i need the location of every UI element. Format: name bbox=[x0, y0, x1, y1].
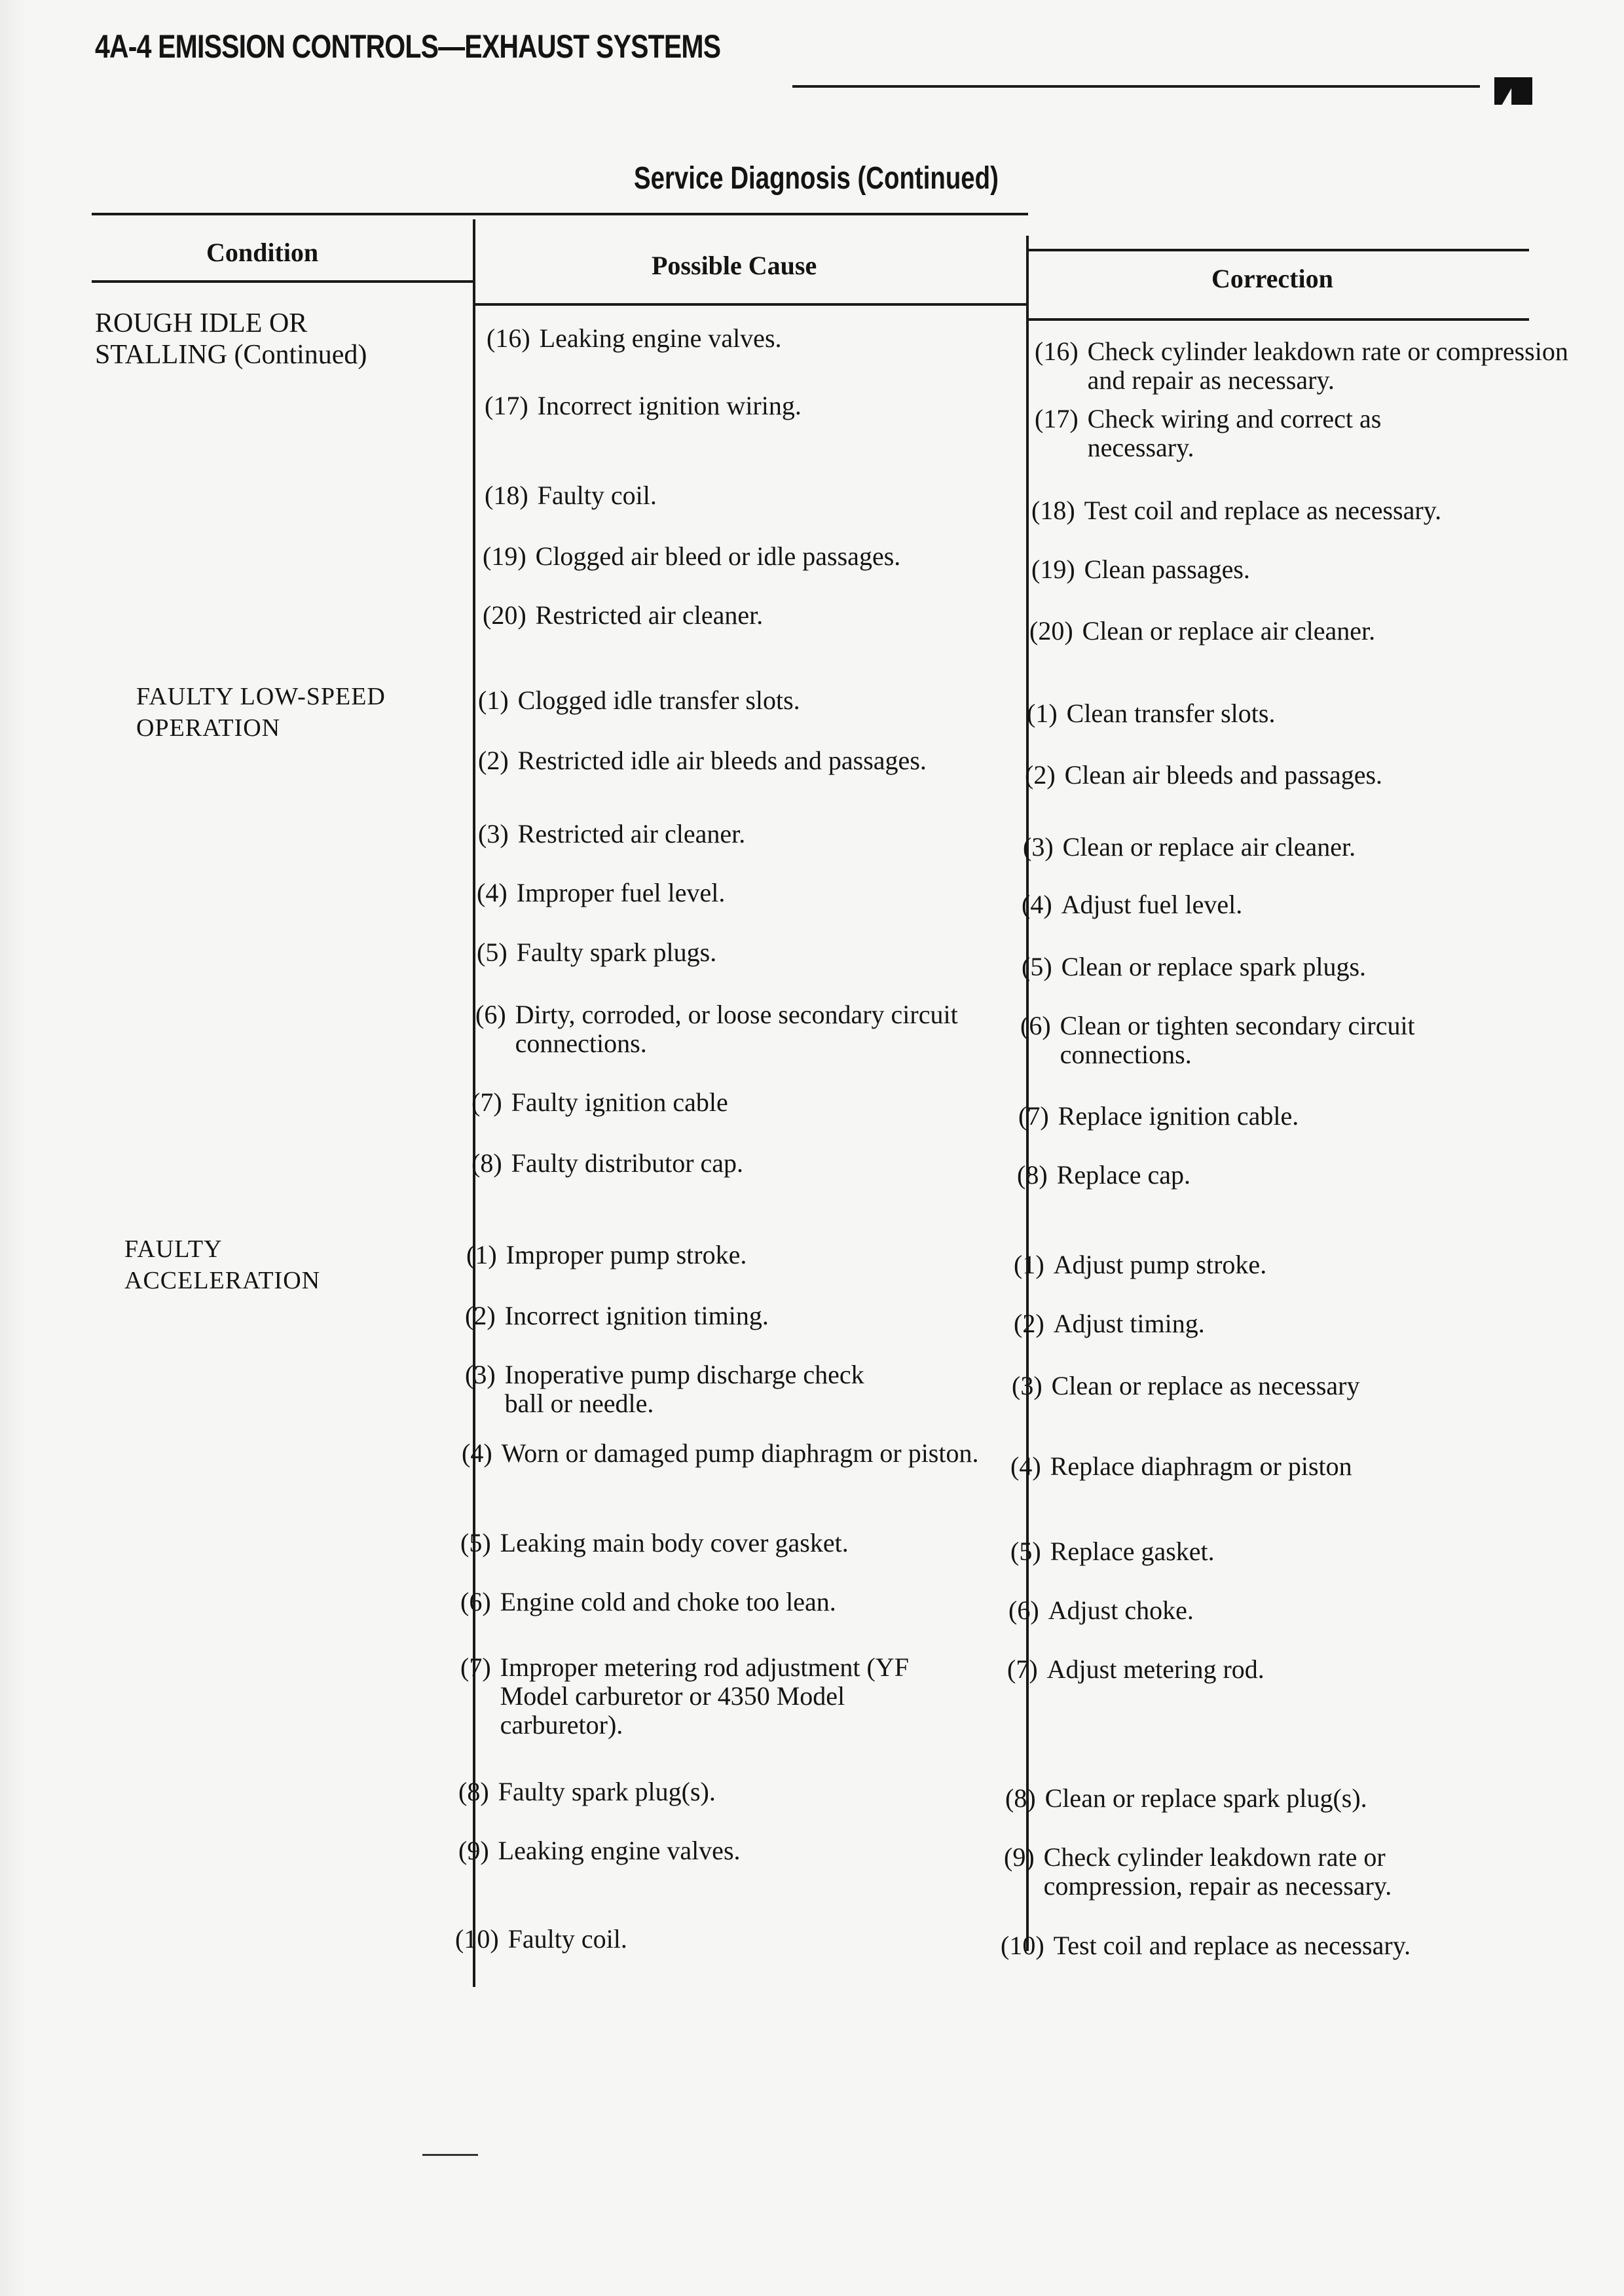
condition-acceleration: FAULTY ACCELERATION bbox=[124, 1235, 321, 1294]
correction-item: (8) Clean or replace spark plug(s). bbox=[1005, 1783, 1367, 1813]
condition-head-rule bbox=[92, 280, 475, 283]
section-tab-mark bbox=[1494, 77, 1532, 105]
table-top-rule-right bbox=[1028, 249, 1529, 251]
condition-rough-idle: ROUGH IDLE OR STALLING (Continued) bbox=[95, 308, 367, 370]
cause-item: (3) Restricted air cleaner. bbox=[478, 819, 746, 848]
page-header: 4A-4 EMISSION CONTROLS—EXHAUST SYSTEMS bbox=[95, 28, 721, 65]
correction-item: (5) Clean or replace spark plugs. bbox=[1022, 952, 1367, 981]
correction-item: (8) Replace cap. bbox=[1017, 1160, 1190, 1190]
cause-item: (8) Faulty spark plug(s). bbox=[458, 1777, 716, 1806]
correction-item: (5) Replace gasket. bbox=[1010, 1537, 1215, 1566]
correction-item: (17) Check wiring and correct as necessary. bbox=[1035, 404, 1382, 462]
column-divider-2 bbox=[1026, 236, 1029, 1951]
column-header-correction: Correction bbox=[1211, 264, 1333, 293]
correction-item: (7) Replace ignition cable. bbox=[1018, 1101, 1299, 1131]
correction-item: (4) Replace diaphragm or piston bbox=[1010, 1451, 1352, 1481]
scan-shadow bbox=[0, 0, 26, 2296]
cause-item: (10) Faulty coil. bbox=[455, 1924, 627, 1954]
correction-item: (7) Adjust metering rod. bbox=[1007, 1654, 1264, 1684]
cause-item: (2) Restricted idle air bleeds and passages. bbox=[478, 746, 927, 775]
cause-item: (7) Improper metering rod adjustment (YF Model carburetor or 4350 Model carburetor). bbox=[460, 1652, 909, 1740]
cause-item: (6) Dirty, corroded, or loose secondary circuit connections. bbox=[475, 1000, 958, 1058]
correction-head-rule bbox=[1028, 318, 1529, 321]
correction-item: (9) Check cylinder leakdown rate or compression, repair as necessary. bbox=[1004, 1842, 1392, 1901]
cause-item: (1) Improper pump stroke. bbox=[466, 1240, 747, 1269]
header-rule bbox=[792, 85, 1480, 88]
cause-item: (2) Incorrect ignition timing. bbox=[465, 1301, 769, 1330]
correction-item: (3) Clean or replace as necessary bbox=[1012, 1371, 1360, 1400]
correction-item: (1) Clean transfer slots. bbox=[1027, 699, 1276, 728]
correction-item: (4) Adjust fuel level. bbox=[1022, 890, 1243, 919]
column-header-possible-cause: Possible Cause bbox=[652, 251, 817, 280]
correction-item: (18) Test coil and replace as necessary. bbox=[1031, 496, 1442, 525]
cause-item: (5) Faulty spark plugs. bbox=[477, 938, 717, 967]
cause-item: (1) Clogged idle transfer slots. bbox=[478, 685, 800, 715]
correction-item: (16) Check cylinder leakdown rate or compression and repair as necessary. bbox=[1035, 337, 1568, 395]
correction-item: (19) Clean passages. bbox=[1031, 555, 1250, 584]
correction-item: (2) Adjust timing. bbox=[1014, 1309, 1205, 1338]
cause-item: (7) Faulty ignition cable bbox=[471, 1087, 728, 1117]
cause-item: (18) Faulty coil. bbox=[485, 481, 657, 510]
cause-item: (5) Leaking main body cover gasket. bbox=[460, 1528, 849, 1558]
correction-item: (6) Clean or tighten secondary circuit connections. bbox=[1020, 1011, 1415, 1069]
condition-low-speed: FAULTY LOW-SPEED OPERATION bbox=[136, 683, 386, 742]
cause-item: (3) Inoperative pump discharge check ball or needle. bbox=[465, 1360, 864, 1418]
cause-item: (6) Engine cold and choke too lean. bbox=[460, 1587, 836, 1616]
table-top-rule-left bbox=[92, 213, 1028, 215]
cause-item: (9) Leaking engine valves. bbox=[458, 1836, 741, 1865]
correction-item: (20) Clean or replace air cleaner. bbox=[1029, 616, 1376, 646]
correction-item: (2) Clean air bleeds and passages. bbox=[1025, 760, 1383, 790]
correction-item: (1) Adjust pump stroke. bbox=[1014, 1250, 1267, 1279]
cause-item: (20) Restricted air cleaner. bbox=[483, 600, 764, 630]
cause-item: (19) Clogged air bleed or idle passages. bbox=[483, 541, 901, 571]
correction-item: (3) Clean or replace air cleaner. bbox=[1023, 832, 1356, 862]
cause-item: (16) Leaking engine valves. bbox=[487, 323, 782, 353]
cause-item: (4) Worn or damaged pump diaphragm or piston. bbox=[462, 1438, 979, 1468]
cause-head-rule bbox=[475, 303, 1028, 306]
footer-rule bbox=[422, 2154, 478, 2156]
cause-item: (17) Incorrect ignition wiring. bbox=[485, 391, 802, 420]
cause-item: (4) Improper fuel level. bbox=[477, 878, 726, 907]
column-header-condition: Condition bbox=[206, 238, 319, 267]
correction-item: (10) Test coil and replace as necessary. bbox=[1001, 1931, 1411, 1960]
cause-item: (8) Faulty distributor cap. bbox=[471, 1148, 744, 1178]
correction-item: (6) Adjust choke. bbox=[1008, 1595, 1194, 1625]
table-title: Service Diagnosis (Continued) bbox=[634, 161, 999, 196]
